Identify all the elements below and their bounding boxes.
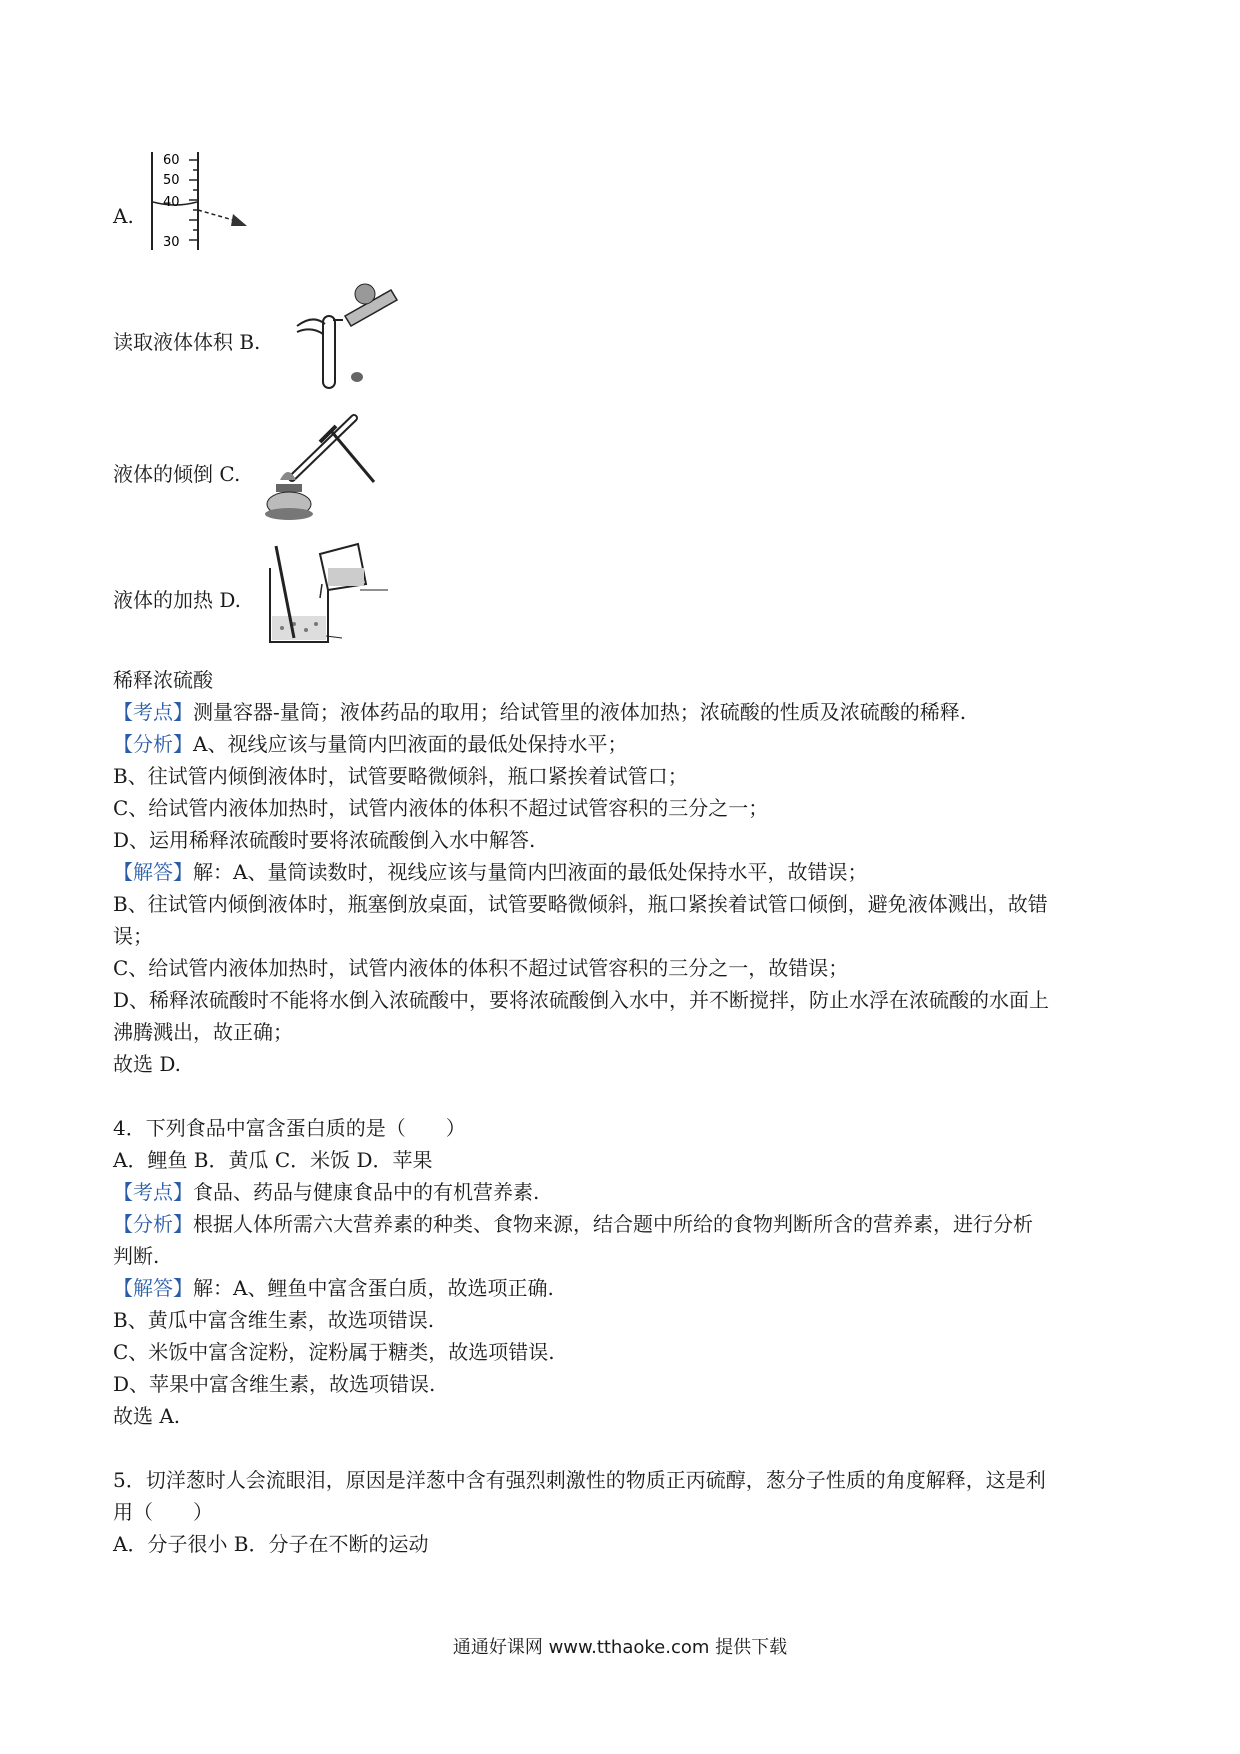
kaodian-tag: 【考点】 (113, 1180, 193, 1204)
q4-jieda-b: B、黄瓜中富含维生素，故选项错误. (113, 1308, 435, 1332)
kaodian-tag: 【考点】 (113, 700, 193, 724)
q3-jieda-c: C、给试管内液体加热时，试管内液体的体积不超过试管容积的三分之一，故错误； (113, 956, 849, 980)
jieda-text: 解：A、鲤鱼中富含蛋白质，故选项正确. (193, 1276, 554, 1300)
option-a-caption: 读取液体体积 (113, 330, 233, 354)
q4-fenxi (113, 1208, 1033, 1240)
q4-question: 4．下列食品中富含蛋白质的是（ ） (113, 1116, 466, 1140)
q3-fenxi-d: D、运用稀释浓硫酸时要将浓硫酸倒入水中解答. (113, 828, 536, 852)
cylinder-reading-figure (145, 146, 255, 256)
option-c-label: C. (219, 462, 241, 486)
q5-options: A．分子很小 B．分子在不断的运动 (113, 1532, 429, 1556)
kaodian-text: 测量容器-量筒；液体药品的取用；给试管里的液体加热；浓硫酸的性质及浓硫酸的稀释. (193, 700, 967, 724)
q4-answer: 故选 A. (113, 1404, 181, 1428)
q3-jieda-d2: 沸腾溅出，故正确； (113, 1020, 293, 1044)
jieda-tag: 【解答】 (113, 1276, 193, 1300)
q4-options: A．鲤鱼 B．黄瓜 C．米饭 D．苹果 (113, 1148, 433, 1172)
eye-icon (231, 214, 247, 226)
q5-question2: 用（ ） (113, 1500, 213, 1524)
q3-fenxi-b: B、往试管内倾倒液体时，试管要略微倾斜，瓶口紧挨着试管口； (113, 764, 688, 788)
page-footer: 通通好课网 www.tthaoke.com 提供下载 (452, 1637, 788, 1658)
fenxi-text: A、视线应该与量筒内凹液面的最低处保持水平； (193, 732, 628, 756)
tick-label: 30 (163, 235, 180, 250)
q3-jieda (113, 856, 867, 888)
heating-liquid-figure (262, 412, 382, 524)
q5-question1: 5．切洋葱时人会流眼泪，原因是洋葱中含有强烈刺激性的物质正丙硫醇，葱分子性质的角度解释，这是利 (113, 1468, 1046, 1492)
q4-jieda-c: C、米饭中富含淀粉，淀粉属于糖类，故选项错误. (113, 1340, 555, 1364)
q3-answer: 故选 D. (113, 1052, 182, 1076)
option-a-label: A. (113, 204, 134, 228)
option-c-line (113, 458, 240, 490)
jieda-text: 解：A、量筒读数时，视线应该与量筒内凹液面的最低处保持水平，故错误； (193, 860, 868, 884)
jieda-tag: 【解答】 (113, 860, 193, 884)
tick-label: 40 (163, 195, 180, 210)
fenxi-tag: 【分析】 (113, 732, 193, 756)
q3-jieda-b2: 误； (113, 924, 153, 948)
tick-label: 50 (163, 173, 180, 188)
option-d-caption: 稀释浓硫酸 (113, 668, 213, 692)
q4-jieda (113, 1272, 554, 1304)
q3-kaodian (113, 696, 966, 728)
fenxi-tag: 【分析】 (113, 1212, 193, 1236)
option-b-line (113, 326, 260, 358)
pouring-liquid-figure (285, 276, 405, 394)
option-b-caption: 液体的倾倒 (113, 462, 213, 486)
q3-jieda-d1: D、稀释浓硫酸时不能将水倒入浓硫酸中，要将浓硫酸倒入水中，并不断搅拌，防止水浮在浓硫酸的水面上 (113, 988, 1050, 1012)
option-d-line (113, 584, 241, 616)
q3-fenxi-c: C、给试管内液体加热时，试管内液体的体积不超过试管容积的三分之一； (113, 796, 769, 820)
fenxi-text: 根据人体所需六大营养素的种类、食物来源，结合题中所给的食物判断所含的营养素，进行分析 (193, 1212, 1033, 1236)
tick-label: 60 (163, 153, 180, 168)
option-d-label: D. (219, 588, 242, 612)
option-b-label: B. (239, 330, 261, 354)
q3-fenxi (113, 728, 627, 760)
q4-fenxi2: 判断. (113, 1244, 160, 1268)
q3-jieda-b1: B、往试管内倾倒液体时，瓶塞倒放桌面，试管要略微倾斜，瓶口紧挨着试管口倾倒，避免液体溅出，故错 (113, 892, 1048, 916)
q4-jieda-d: D、苹果中富含维生素，故选项错误. (113, 1372, 436, 1396)
q4-kaodian (113, 1176, 539, 1208)
diluting-acid-figure (262, 538, 394, 648)
kaodian-text: 食品、药品与健康食品中的有机营养素. (193, 1180, 540, 1204)
option-c-caption: 液体的加热 (113, 588, 213, 612)
